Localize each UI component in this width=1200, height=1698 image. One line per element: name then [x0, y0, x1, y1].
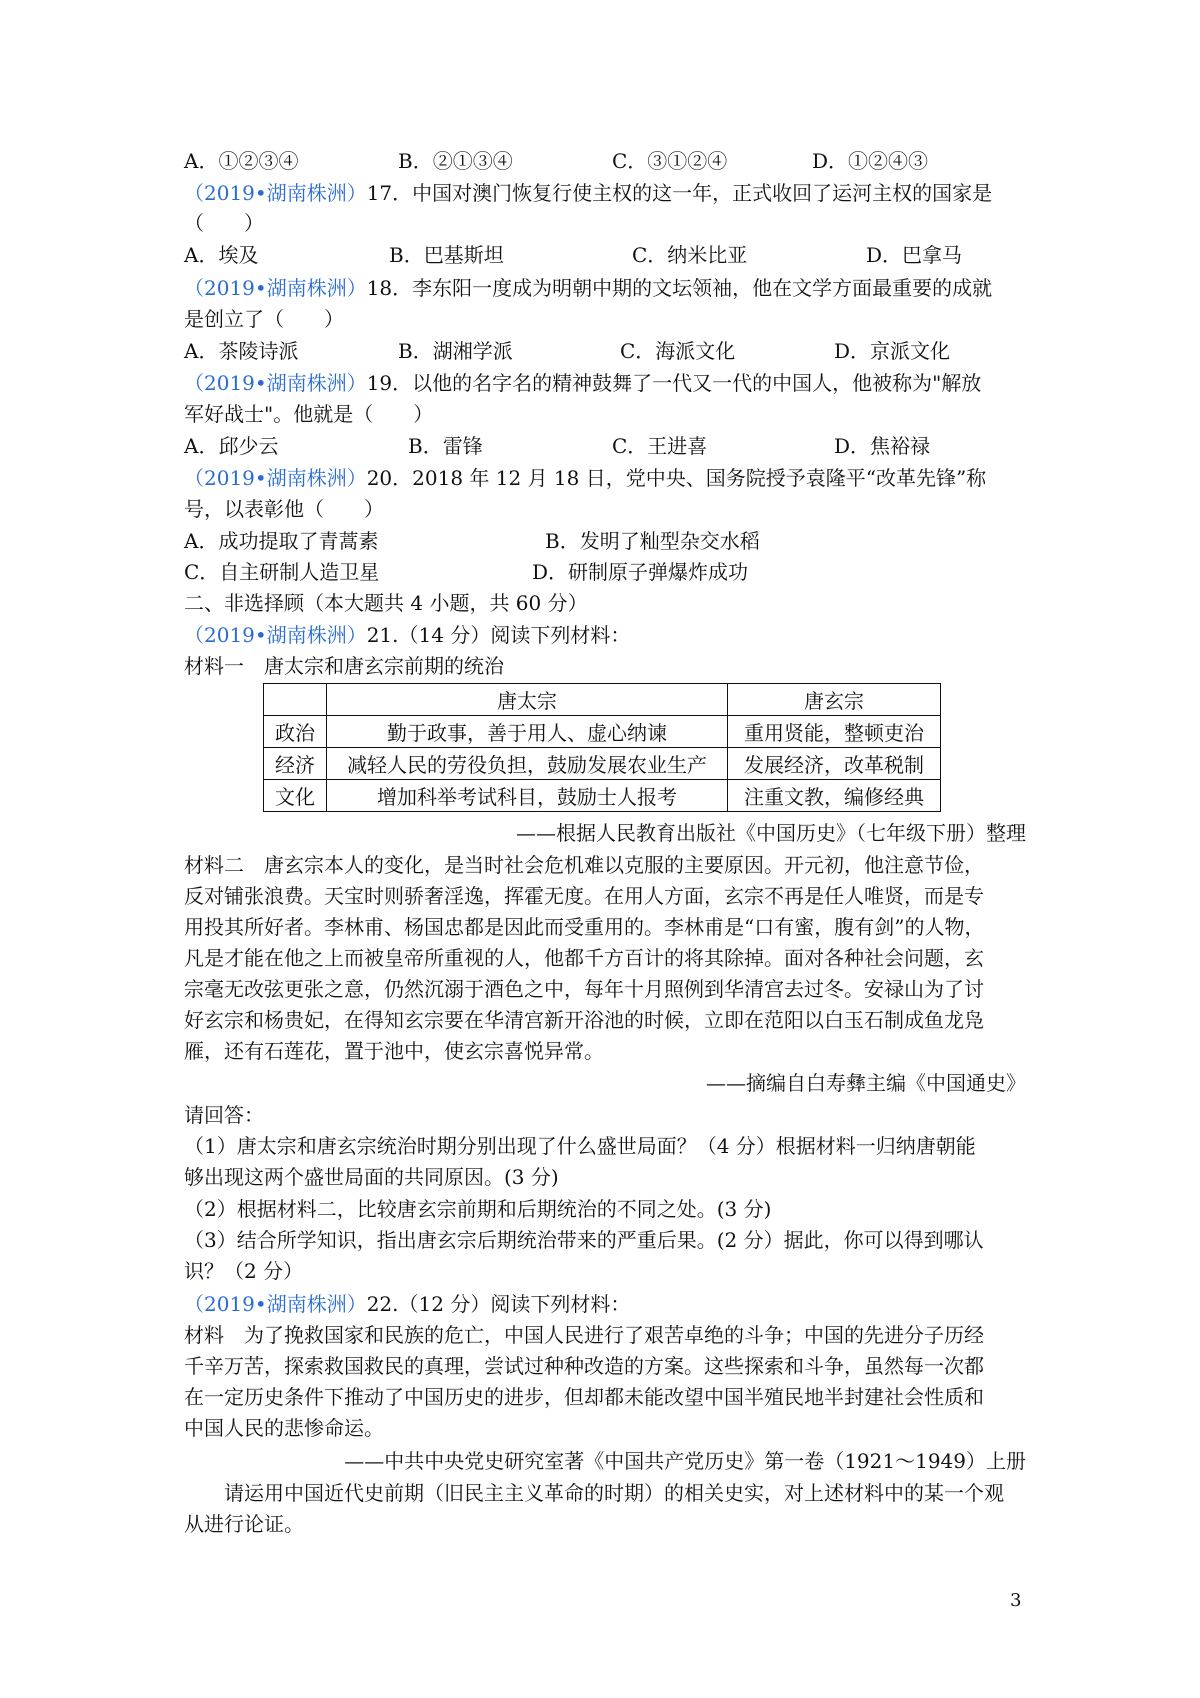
section-2-heading: 二、非选择顾（本大题共 4 小题，共 60 分）	[184, 591, 588, 615]
q16-option-b: B．②①③④	[398, 149, 513, 173]
q20-stem-cont: 号，以表彰他（ ）	[184, 497, 384, 521]
q16-option-a: A．①②③④	[184, 149, 299, 173]
q21-source: （2019•湖南株洲）	[184, 623, 367, 647]
q22-task: 请运用中国近代史前期（旧民主主义革命的时期）的相关史实，对上述材料中的某一个观	[184, 1481, 1004, 1505]
q20-option-c: C．自主研制人造卫星	[184, 560, 380, 584]
q19-stem	[184, 368, 1024, 398]
q22-material-line: 千辛万苦，探索救国救民的真理，尝试过种种改造的方案。这些探索和斗争，虽然每一次都	[184, 1354, 984, 1378]
page-number: 3	[1010, 1590, 1022, 1611]
table-cell: 经济	[264, 748, 327, 780]
q21-material-1-title: 材料一 唐太宗和唐玄宗前期的统治	[184, 654, 504, 678]
q17-stem	[184, 178, 1024, 208]
q21-sub-1-cont: 够出现这两个盛世局面的共同原因。(3 分)	[184, 1165, 559, 1189]
table-row	[264, 748, 941, 780]
q19-option-b: B．雷锋	[408, 434, 483, 458]
q17-option-c: C．纳米比亚	[632, 243, 748, 267]
q22-material-line: 中国人民的悲惨命运。	[184, 1416, 384, 1440]
q21-sub-1: （1）唐太宗和唐玄宗统治时期分别出现了什么盛世局面？（4 分）根据材料一归纳唐朝能	[184, 1134, 976, 1158]
q17-option-a: A．埃及	[184, 243, 259, 267]
q21-sub-3: （3）结合所学知识，指出唐玄宗后期统治带来的严重后果。(2 分）据此，你可以得到哪认	[184, 1228, 984, 1252]
q19-stem-text: 19．以他的名字名的精神鼓舞了一代又一代的中国人，他被称为"解放	[366, 371, 982, 395]
q19-option-a: A．邱少云	[184, 434, 279, 458]
q20-source: （2019•湖南株洲）	[184, 466, 367, 490]
table-header-cell: 唐太宗	[327, 684, 728, 716]
table-row	[264, 716, 941, 748]
q17-stem-cont: （ ）	[184, 211, 264, 235]
q20-stem-text: 20．2018 年 12 月 18 日，党中央、国务院授予袁隆平“改革先锋”称	[366, 466, 987, 490]
material-2-citation: ——摘编自白寿彝主编《中国通史》	[706, 1071, 1026, 1095]
table-cell: 减轻人民的劳役负担，鼓励发展农业生产	[327, 748, 728, 780]
q18-option-a: A．茶陵诗派	[184, 339, 299, 363]
q22-material-line: 在一定历史条件下推动了中国历史的进步，但却都未能改望中国半殖民地半封建社会性质和	[184, 1385, 984, 1409]
q22-material-line: 材料 为了挽救国家和民族的危亡，中国人民进行了艰苦卓绝的斗争；中国的先进分子历经	[184, 1323, 984, 1347]
table-cell: 重用贤能，整顿吏治	[728, 716, 941, 748]
q21-ask: 请回答：	[184, 1103, 264, 1127]
q18-stem	[184, 273, 1024, 303]
q22-task-cont: 从进行论证。	[184, 1512, 304, 1536]
table-cell: 发展经济，改革税制	[728, 748, 941, 780]
q18-option-c: C．海派文化	[620, 339, 736, 363]
table-cell: 文化	[264, 780, 327, 812]
q17-stem-text: 17．中国对澳门恢复行使主权的这一年，正式收回了运河主权的国家是	[366, 181, 993, 205]
table-cell: 注重文教，编修经典	[728, 780, 941, 812]
q20-option-b: B．发明了籼型杂交水稻	[545, 529, 760, 553]
q18-stem-text: 18．李东阳一度成为明朝中期的文坛领袖，他在文学方面最重要的成就	[366, 276, 993, 300]
table-cell: 勤于政事，善于用人、虚心纳谏	[327, 716, 728, 748]
q16-option-d: D．①②④③	[812, 149, 929, 173]
material-1-table	[263, 683, 941, 812]
material-2-line: 反对铺张浪费。天宝时则骄奢淫逸，挥霍无度。在用人方面，玄宗不再是任人唯贤，而是专	[184, 884, 984, 908]
q20-stem	[184, 463, 1024, 493]
q22-intro	[184, 1289, 1024, 1319]
q22-intro-text: 22.（12 分）阅读下列材料：	[366, 1292, 631, 1316]
q17-source: （2019•湖南株洲）	[184, 181, 367, 205]
q21-sub-3-cont: 识？（2 分）	[184, 1259, 304, 1283]
q21-intro	[184, 620, 1024, 650]
q18-option-d: D．京派文化	[834, 339, 951, 363]
q19-stem-cont: 军好战士"。他就是（ ）	[184, 402, 434, 426]
q18-source: （2019•湖南株洲）	[184, 276, 367, 300]
table-cell: 政治	[264, 716, 327, 748]
q21-sub-2: （2）根据材料二，比较唐玄宗前期和后期统治的不同之处。(3 分)	[184, 1197, 772, 1221]
material-1-citation: ——根据人民教育出版社《中国历史》（七年级下册）整理	[516, 821, 1026, 845]
table-cell: 增加科举考试科目，鼓励士人报考	[327, 780, 728, 812]
q17-option-b: B．巴基斯坦	[389, 243, 504, 267]
material-2-line: 好玄宗和杨贵妃，在得知玄宗要在华清宫新开浴池的时候，立即在范阳以白玉石制成鱼龙凫	[184, 1008, 984, 1032]
q20-option-d: D．研制原子弹爆炸成功	[532, 560, 749, 584]
q22-citation: ——中共中央党史研究室著《中国共产党历史》第一卷（1921～1949）上册	[344, 1449, 1026, 1473]
q16-option-c: C．③①②④	[612, 149, 728, 173]
material-2-line: 雁，还有石莲花，置于池中，使玄宗喜悦异常。	[184, 1039, 604, 1063]
table-header-cell: 唐玄宗	[728, 684, 941, 716]
table-header-cell	[264, 684, 327, 716]
q20-option-a: A．成功提取了青蒿素	[184, 529, 379, 553]
q19-source: （2019•湖南株洲）	[184, 371, 367, 395]
q17-option-d: D．巴拿马	[866, 243, 963, 267]
q19-option-d: D．焦裕禄	[834, 434, 931, 458]
q21-intro-text: 21.（14 分）阅读下列材料：	[366, 623, 631, 647]
material-2-line: 用投其所好者。李林甫、杨国忠都是因此而受重用的。李林甫是“口有蜜，腹有剑”的人物，	[184, 915, 985, 939]
q22-source: （2019•湖南株洲）	[184, 1292, 367, 1316]
material-2-line: 宗毫无改弦更张之意，仍然沉溺于酒色之中，每年十月照例到华清宫去过冬。安禄山为了讨	[184, 977, 984, 1001]
q18-stem-cont: 是创立了（ ）	[184, 307, 344, 331]
material-2-line: 材料二 唐玄宗本人的变化，是当时社会危机难以克服的主要原因。开元初，他注意节俭，	[184, 853, 984, 877]
q18-option-b: B．湖湘学派	[398, 339, 513, 363]
q19-option-c: C．王进喜	[612, 434, 708, 458]
table-header-row	[264, 684, 941, 716]
material-2-line: 凡是才能在他之上而被皇帝所重视的人，他都千方百计的将其除掉。面对各种社会问题，玄	[184, 946, 984, 970]
table-row	[264, 780, 941, 812]
